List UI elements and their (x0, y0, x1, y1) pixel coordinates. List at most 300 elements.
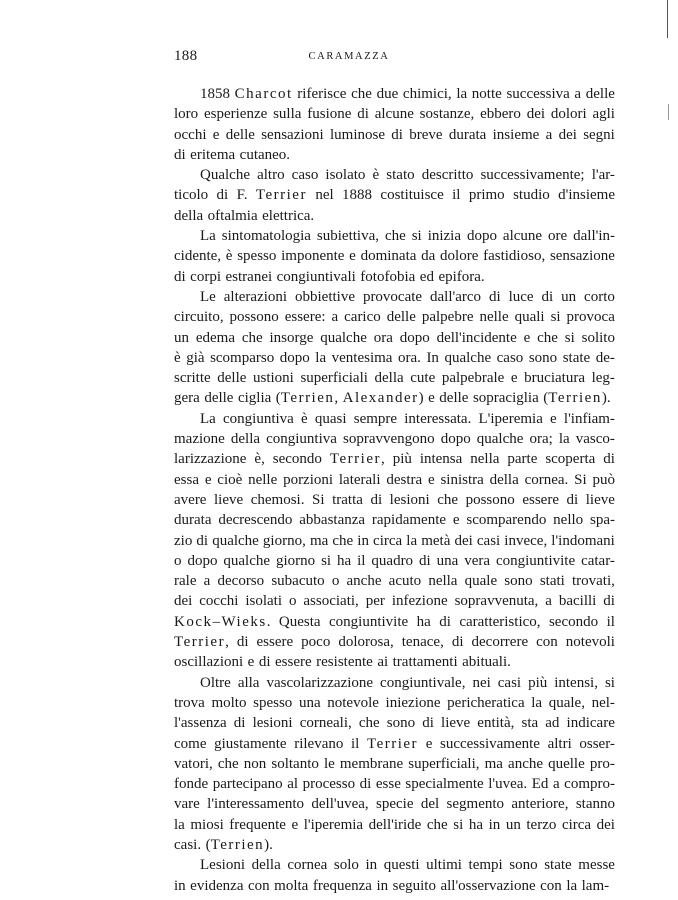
word: che (351, 86, 372, 102)
word: loro (174, 106, 199, 123)
word: di (488, 288, 501, 305)
word: questi (383, 857, 420, 874)
word: Terrier, (329, 451, 385, 468)
text-line (174, 693, 615, 713)
word: pericheratica (447, 694, 525, 711)
word: delle (225, 126, 255, 143)
word: in (488, 816, 501, 833)
word: di (391, 126, 403, 143)
word: che (241, 329, 263, 346)
word: e (428, 390, 435, 407)
word: oscillazioni (174, 654, 244, 671)
word: sono (528, 349, 558, 366)
word: già (186, 349, 205, 366)
word: secondo (548, 613, 599, 630)
word: rale (174, 573, 197, 590)
text-line (174, 84, 615, 104)
word: di (370, 491, 383, 508)
word: messe (578, 857, 615, 874)
word: caratteristico, (459, 613, 541, 630)
word: cocchi (199, 593, 239, 610)
word: Qualche (200, 167, 250, 184)
word: e (425, 735, 433, 752)
word: ebbero (480, 106, 521, 123)
word: cutaneo. (239, 146, 291, 163)
word: all'osservazione (440, 877, 536, 894)
word: segmento (446, 796, 505, 813)
text-line (174, 449, 615, 469)
word: specialmente (405, 776, 484, 793)
word: superficiali, (408, 755, 480, 772)
word: subacuto (271, 573, 325, 590)
word: congiuntivite (329, 613, 409, 630)
word: si (411, 228, 422, 245)
word: eritema (190, 146, 236, 163)
word: lesioni (389, 491, 430, 508)
text-line (174, 591, 615, 611)
word: nel- (591, 694, 615, 711)
body-text (174, 84, 615, 896)
word: di (233, 715, 246, 732)
word: sopravvenuta, (454, 593, 539, 610)
word: di (258, 654, 271, 671)
word: ha (416, 613, 431, 630)
word: dall'arco (430, 288, 482, 305)
word: casi. (174, 836, 202, 853)
word: circa (373, 532, 403, 549)
word: dei (174, 593, 193, 610)
word: nello (553, 512, 584, 529)
word: anteriore, (511, 796, 569, 813)
word: fusione (307, 106, 352, 123)
word: e (247, 654, 255, 671)
word: dolorosa, (338, 634, 394, 651)
word: vera (464, 552, 491, 569)
word: costituisce (380, 187, 444, 204)
word: 1858 (200, 86, 230, 102)
word: Terrier (366, 735, 419, 752)
word: trova (174, 694, 205, 711)
word: con (540, 877, 562, 894)
word: frequente (229, 816, 286, 833)
word: ora; (529, 431, 553, 448)
word: congiuntivale, (380, 674, 466, 691)
text-line (174, 815, 615, 835)
word: ma (309, 532, 329, 549)
text-line (174, 125, 615, 145)
word: (Terrien). (543, 390, 611, 407)
word: di (603, 593, 615, 610)
text-line (174, 368, 615, 388)
word: qualche (212, 532, 259, 549)
word: molto (211, 694, 247, 711)
word: epifora. (438, 268, 485, 285)
word: terzo (526, 816, 557, 833)
word: vasco- (575, 431, 615, 448)
word: e (349, 248, 356, 265)
word: nelle (479, 309, 509, 326)
text-line (174, 652, 615, 672)
word: L'iperemia (478, 410, 543, 427)
word: alterazioni (223, 288, 288, 305)
word: specie (376, 796, 414, 813)
word: la (531, 694, 543, 711)
word: che (426, 816, 448, 833)
word: Charcot (234, 86, 293, 102)
word: lesioni (252, 715, 293, 732)
word: studio (513, 187, 550, 204)
word: decorso (217, 573, 265, 590)
word: partecipano (212, 776, 283, 793)
word: La (200, 410, 216, 427)
word: casi (497, 674, 522, 691)
word: 1888 (342, 187, 373, 204)
word: elettrica. (262, 207, 315, 224)
word: metà (421, 532, 451, 549)
word: essere (256, 634, 294, 651)
word: Kock–Wieks. (174, 613, 271, 630)
word: fotofobia (360, 268, 416, 285)
word: di (357, 106, 369, 123)
word: corto (584, 288, 615, 305)
word: ad (545, 715, 560, 732)
scan-edge-mark (667, 0, 668, 38)
word: caso (496, 349, 524, 366)
word: gera (174, 390, 200, 407)
word: luce (508, 288, 534, 305)
word: caso (291, 167, 319, 184)
word: chemosi. (250, 491, 305, 508)
word: scomparso (210, 349, 275, 366)
text-line (174, 307, 615, 327)
word: primo (468, 187, 505, 204)
word: sempre (353, 410, 398, 427)
word: che (384, 228, 406, 245)
word: della (374, 370, 404, 387)
text-line (174, 632, 615, 652)
word: spesso (253, 694, 293, 711)
word: notevoli (565, 634, 615, 651)
word: quasi (314, 410, 347, 427)
word: cornea (287, 857, 328, 874)
word: di (419, 552, 431, 569)
word: scritte (174, 370, 211, 387)
word: altro (257, 167, 285, 184)
word: rapidamente (371, 512, 447, 529)
word: e (291, 816, 299, 833)
word: nei (472, 674, 491, 691)
word: de- (595, 349, 615, 366)
text-line (174, 835, 615, 855)
text-line (174, 328, 615, 348)
word: membrane (339, 755, 404, 772)
word: soltanto (271, 755, 319, 772)
word: in (174, 877, 186, 894)
word: alla (237, 674, 260, 691)
word: Terrier, (174, 634, 229, 651)
word: sulla (273, 106, 302, 123)
word: dei (558, 126, 577, 143)
word: nel (315, 187, 334, 204)
word: di (236, 634, 249, 651)
word: isolato (325, 167, 366, 184)
word: dolore (440, 248, 479, 265)
word: acuto (388, 573, 422, 590)
word: a (574, 86, 582, 102)
word: alcune (374, 106, 414, 123)
running-head: CARAMAZZA (308, 51, 390, 62)
word: sensazione (549, 248, 615, 265)
word: più (528, 674, 548, 691)
word: porzioni (283, 471, 334, 488)
word: di (451, 634, 464, 651)
word: della (489, 471, 519, 488)
word: altri (547, 735, 572, 752)
word: anche (508, 755, 544, 772)
word: l'indomani (551, 532, 615, 549)
word: processo (302, 776, 356, 793)
word: notte (471, 86, 502, 102)
word: che (358, 715, 380, 732)
word: qualche (320, 329, 367, 346)
word: tenace, (401, 634, 444, 651)
text-line (174, 104, 615, 124)
word: ora (373, 329, 393, 346)
word: e (550, 410, 557, 427)
word: associati, (303, 593, 359, 610)
word: breve (409, 126, 443, 143)
word: molta (274, 877, 309, 894)
word: In (426, 349, 439, 366)
word: trovati, (571, 573, 615, 590)
word: è, (254, 451, 265, 468)
word: qualche (476, 431, 524, 448)
word: o (174, 552, 182, 569)
word: dell'incidente (436, 329, 517, 346)
word: dei (526, 106, 546, 123)
word: in (376, 877, 389, 894)
word: lieve (214, 491, 244, 508)
word: giustamente (214, 735, 287, 752)
word: vascolarizzazione (266, 674, 374, 691)
word: che (332, 532, 354, 549)
word: iniezione (385, 694, 441, 711)
word: Si (574, 471, 587, 488)
word: solo (333, 857, 359, 874)
word: laterali (338, 471, 381, 488)
word: fonde (174, 776, 209, 793)
word: palpebrale (441, 370, 505, 387)
word: a (545, 126, 553, 143)
text-line (174, 571, 615, 591)
word: state (562, 349, 591, 366)
word: spesso (237, 248, 277, 265)
word: sostanze, (419, 106, 475, 123)
word: edema (195, 329, 235, 346)
word: interessata. (404, 410, 472, 427)
word: leg- (591, 370, 615, 387)
word: di (174, 268, 186, 285)
word: destra (386, 471, 423, 488)
word: ora. (398, 349, 421, 366)
word: descritto (421, 167, 474, 184)
text-line (174, 754, 615, 774)
word: superficiali (300, 370, 368, 387)
word: avere (174, 491, 207, 508)
word: cornea. (524, 471, 569, 488)
word: quali (514, 309, 545, 326)
word: il (357, 552, 366, 569)
word: provocate (362, 288, 423, 305)
word: inizia (427, 228, 462, 245)
word: resistente (316, 654, 373, 671)
word: sono (504, 573, 533, 590)
word: dopo (399, 329, 430, 346)
word: oftalmia (207, 207, 258, 224)
word: trattamenti (392, 654, 458, 671)
word: congiuntivali (276, 268, 356, 285)
text-line (174, 713, 615, 733)
word: Si (312, 491, 325, 508)
word: più (392, 451, 412, 468)
word: e (452, 512, 460, 529)
word: ed (419, 268, 434, 285)
word: ustioni (253, 370, 294, 387)
word: insorge (269, 329, 314, 346)
word: ultimi (426, 857, 462, 874)
word: segni (583, 126, 615, 143)
text-line (174, 855, 615, 875)
word: indicare (566, 715, 615, 732)
text-line (174, 226, 615, 246)
word: non (243, 755, 267, 772)
text-line (174, 429, 615, 449)
word: l'iperemia (303, 816, 364, 833)
word: F. (236, 187, 248, 204)
word: dominata (360, 248, 417, 265)
word: essere (522, 491, 559, 508)
word: un (174, 329, 189, 346)
word: di (439, 613, 451, 630)
word: estranei (225, 268, 273, 285)
word: delle (585, 86, 615, 102)
word: si (604, 674, 615, 691)
word: che (537, 329, 558, 346)
word: e (212, 126, 220, 143)
word: sopravvengono (342, 431, 435, 448)
word: stati (539, 573, 565, 590)
word: esse (375, 776, 401, 793)
word: di (566, 491, 579, 508)
word: giorno, (262, 532, 306, 549)
word: sta (521, 715, 539, 732)
word: possono (465, 491, 515, 508)
word: successivamente; (480, 167, 585, 184)
word: rilevano (294, 735, 344, 752)
word: scoperta (545, 451, 596, 468)
text-line (174, 185, 615, 205)
word: in (357, 532, 369, 549)
word: di (174, 146, 186, 163)
word: di (541, 288, 554, 305)
word: successiva (506, 86, 570, 102)
word: due (376, 86, 399, 102)
word: dell'uvea, (311, 796, 369, 813)
text-line (174, 267, 615, 287)
word: a (545, 593, 552, 610)
text-line (174, 388, 615, 408)
word: di (196, 532, 209, 549)
word: e (204, 471, 212, 488)
word: l'uvea. (488, 776, 528, 793)
text-line (174, 165, 615, 185)
word: abituali. (462, 654, 511, 671)
word: Questa (278, 613, 321, 630)
word: da (421, 248, 436, 265)
word: cidente, (174, 248, 222, 265)
word: sopraciglia (472, 390, 539, 407)
word: a (331, 309, 339, 326)
word: il (351, 735, 360, 752)
word: essere (275, 654, 312, 671)
word: a (552, 776, 560, 793)
word: dolori (550, 106, 587, 123)
word: vare (174, 796, 200, 813)
word: di (359, 776, 372, 793)
word: durata (174, 512, 212, 529)
word: palpebre (421, 309, 474, 326)
word: qualche (444, 349, 492, 366)
text-line (174, 673, 615, 693)
text-line (174, 409, 615, 429)
word: ore (548, 228, 568, 245)
word: la (406, 532, 418, 549)
word: poco (301, 634, 331, 651)
word: di (603, 451, 615, 468)
word: essere: (284, 309, 326, 326)
word: l'assenza (174, 715, 227, 732)
word: o (288, 593, 297, 610)
word: subiettiva, (316, 228, 379, 245)
word: con (247, 877, 270, 894)
word: la (456, 86, 468, 102)
word: e (510, 370, 518, 387)
word: larizzazione (174, 451, 247, 468)
word: anche (346, 573, 382, 590)
word: la (174, 816, 185, 833)
word: cioè (217, 471, 243, 488)
word: spa- (590, 512, 615, 529)
word: parte (507, 451, 538, 468)
word: sinistra (440, 471, 484, 488)
word: successivamente (439, 735, 540, 752)
word: dopo (440, 431, 471, 448)
word: si (564, 329, 575, 346)
word: si (453, 816, 464, 833)
word: miosi (190, 816, 224, 833)
word: ai (377, 654, 389, 671)
word: l'interessamento (207, 796, 305, 813)
word: che (437, 491, 459, 508)
word: delle (217, 370, 247, 387)
word: della (251, 857, 281, 874)
word: imponente (281, 248, 345, 265)
word: state (544, 857, 572, 874)
word: dopo (466, 228, 497, 245)
word: lieve (441, 715, 471, 732)
word: l'infiam- (563, 410, 615, 427)
word: dall'in- (573, 228, 615, 245)
